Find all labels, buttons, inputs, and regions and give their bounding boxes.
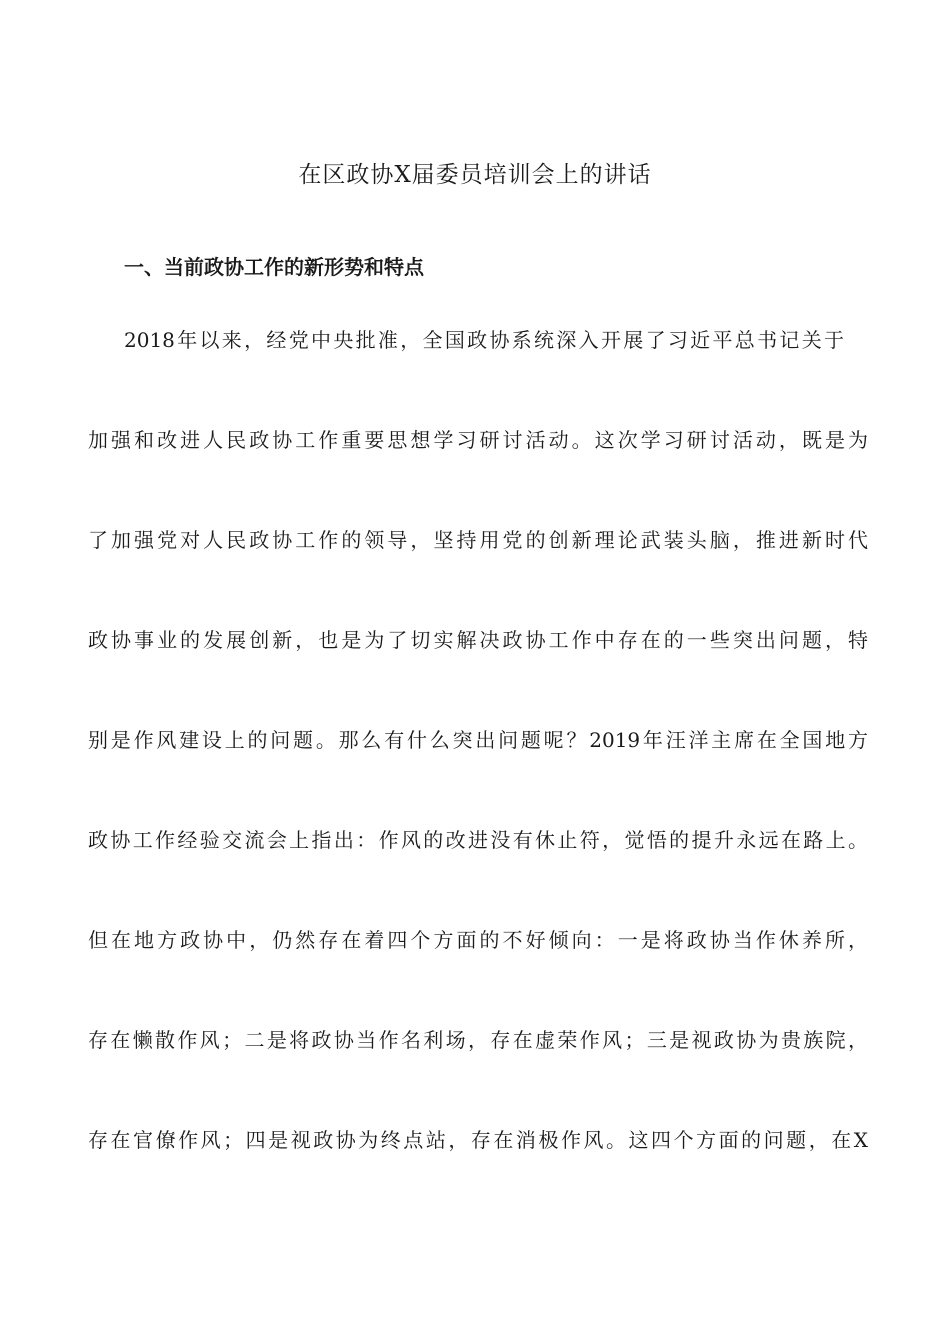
paragraph-line: 加强和改进人民政协工作重要思想学习研讨活动。这次学习研讨活动，既是为 <box>88 428 868 452</box>
paragraph-line: 2018年以来，经党中央批准，全国政协系统深入开展了习近平总书记关于 <box>124 328 844 352</box>
paragraph-line: 了加强党对人民政协工作的领导，坚持用党的创新理论武装头脑，推进新时代 <box>88 528 868 552</box>
document-title: 在区政协X届委员培训会上的讲话 <box>298 162 652 188</box>
paragraph-line: 但在地方政协中，仍然存在着四个方面的不好倾向：一是将政协当作休养所， <box>88 928 868 952</box>
paragraph-line: 别是作风建设上的问题。那么有什么突出问题呢？2019年汪洋主席在全国地方 <box>88 728 868 752</box>
section-heading: 一、当前政协工作的新形势和特点 <box>124 255 424 279</box>
paragraph-line: 政协工作经验交流会上指出：作风的改进没有休止符，觉悟的提升永远在路上。 <box>88 828 868 852</box>
paragraph-line: 存在官僚作风；四是视政协为终点站，存在消极作风。这四个方面的问题，在X <box>88 1128 868 1152</box>
paragraph-line: 存在懒散作风；二是将政协当作名利场，存在虚荣作风；三是视政协为贵族院， <box>88 1028 868 1052</box>
paragraph-line: 政协事业的发展创新，也是为了切实解决政协工作中存在的一些突出问题，特 <box>88 628 868 652</box>
